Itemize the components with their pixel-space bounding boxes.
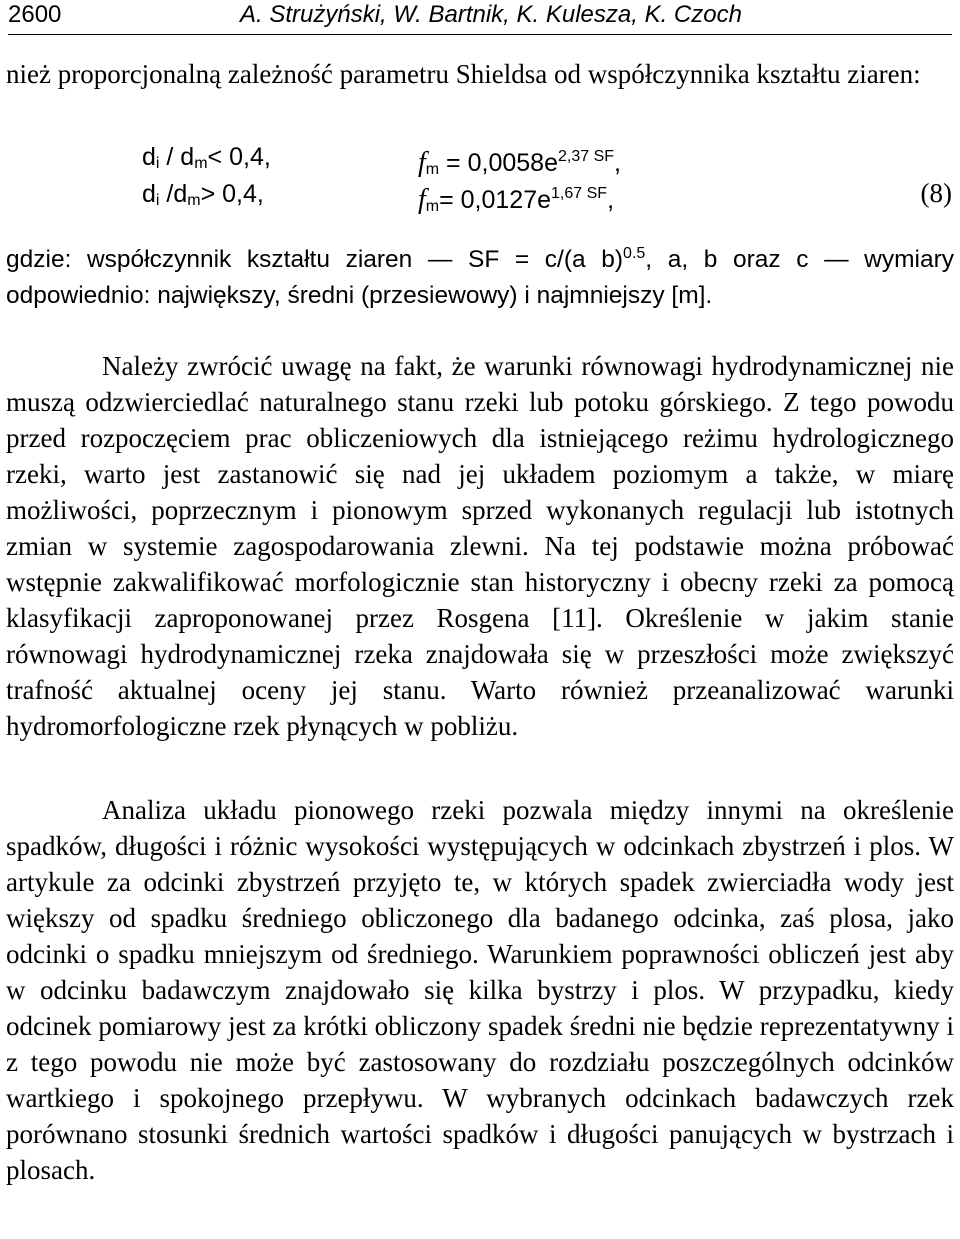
paragraph-2: Analiza układu pionowego rzeki pozwala między innymi na określenie spadków, długości i różnic wysokości występujących w odcinkach zbystrzeń i plos. W artykule za odcinki zbystrzeń przyjęto te, w których spadek zwierciadła wody jest większy od spadku średniego obliczonego dla badanego odcinka, zaś plosa, jako odcinki o spadku mniejszym od średniego. Warunkiem poprawności obliczeń jest aby w odcinku badawczym znajdowało się kilka bystrzy i plos. W przypadku, kiedy odcinek pomiarowy jest za krótki obliczony spadek średni nie będzie reprezentatywny i z tego powodu nie może być zastosowany do rozdziału poszczególnych odcinków wartkiego i spokojnego przepływu. W wybranych odcinkach badawczych rzek porównano stosunki średnich wartości spadków i długości panujących w bystrzach i plosach. <box>6 795 954 1185</box>
eq2-end: , <box>607 186 615 214</box>
eq2-expression: = 0,0127e <box>439 186 552 214</box>
eq1-d: d <box>142 143 156 171</box>
eq1-m: m <box>194 155 208 172</box>
eq1-fm: m <box>425 161 440 178</box>
running-authors: A. Strużyński, W. Bartnik, K. Kulesza, K. Czoch <box>240 1 742 28</box>
eq1-end: , <box>614 149 621 177</box>
eq2-m: m <box>187 192 201 209</box>
eq1-i: i <box>155 155 160 172</box>
eq1-expression: = 0,0058e <box>439 149 558 177</box>
eq2-fm: m <box>425 198 440 215</box>
eq1-exponent: 2,37 SF <box>557 148 615 165</box>
eq1-f: f <box>418 147 426 178</box>
running-header <box>8 0 952 35</box>
eq2-f: f <box>418 184 426 215</box>
paragraph-1: Należy zwrócić uwagę na fakt, że warunki równowagi hydrodynamicznej nie muszą odzwierciedlać naturalnego stanu rzeki lub potoku górskiego. Z tego powodu przed rozpoczęciem prac obliczeniowych dla istniejącego reżimu hydrologicznego rzeki, warto jest zastanowić się nad jej układem poziomym a także, w miarę możliwości, poprzecznym i pionowym sprzed wykonanych regulacji lub istotnych zmian w systemie zagospodarowania zlewni. Na tej podstawie można próbować wstępnie zakwalifikować morfologicznie stan historyczny i obecny rzeki za pomocą klasyfikacji zaproponowanej przez Rosgena [11]. Określenie w jakim stanie równowagi hydrodynamicznej rzeka znajdowała się w przeszłości może zwiększyć trafność aktualnej oceny jej stanu. Warto również przeanalizować warunki hydromorfologiczne rzek płynących w pobliżu. <box>6 351 954 741</box>
eq2-condition: > 0,4, <box>200 180 264 208</box>
where-text: gdzie: współczynnik kształtu ziaren — SF = c/(a b) <box>6 246 624 274</box>
where-text-rest: , a, b oraz c — wymiary odpowiednio: największy, średni (przesiewowy) i najmniejszy [m]. <box>6 246 954 310</box>
equation-row-1 <box>142 142 271 179</box>
eq1-ratio: / d <box>159 143 195 171</box>
equation-row-2-rhs <box>418 179 614 222</box>
equation-row-2 <box>142 179 264 216</box>
eq2-exponent: 1,67 SF <box>551 185 608 202</box>
intro-paragraph: nież proporcjonalną zależność parametru Shieldsa od współczynnika kształtu ziaren: <box>6 59 921 89</box>
eq1-condition: < 0,4, <box>207 143 271 171</box>
page-number: 2600 <box>8 1 62 28</box>
where-clause <box>6 236 954 314</box>
eq2-d: d <box>142 180 156 208</box>
where-exponent: 0.5 <box>623 245 646 262</box>
eq2-i: i <box>155 192 160 209</box>
eq2-ratio: /d <box>159 180 188 208</box>
equation-number: (8) <box>920 178 952 208</box>
